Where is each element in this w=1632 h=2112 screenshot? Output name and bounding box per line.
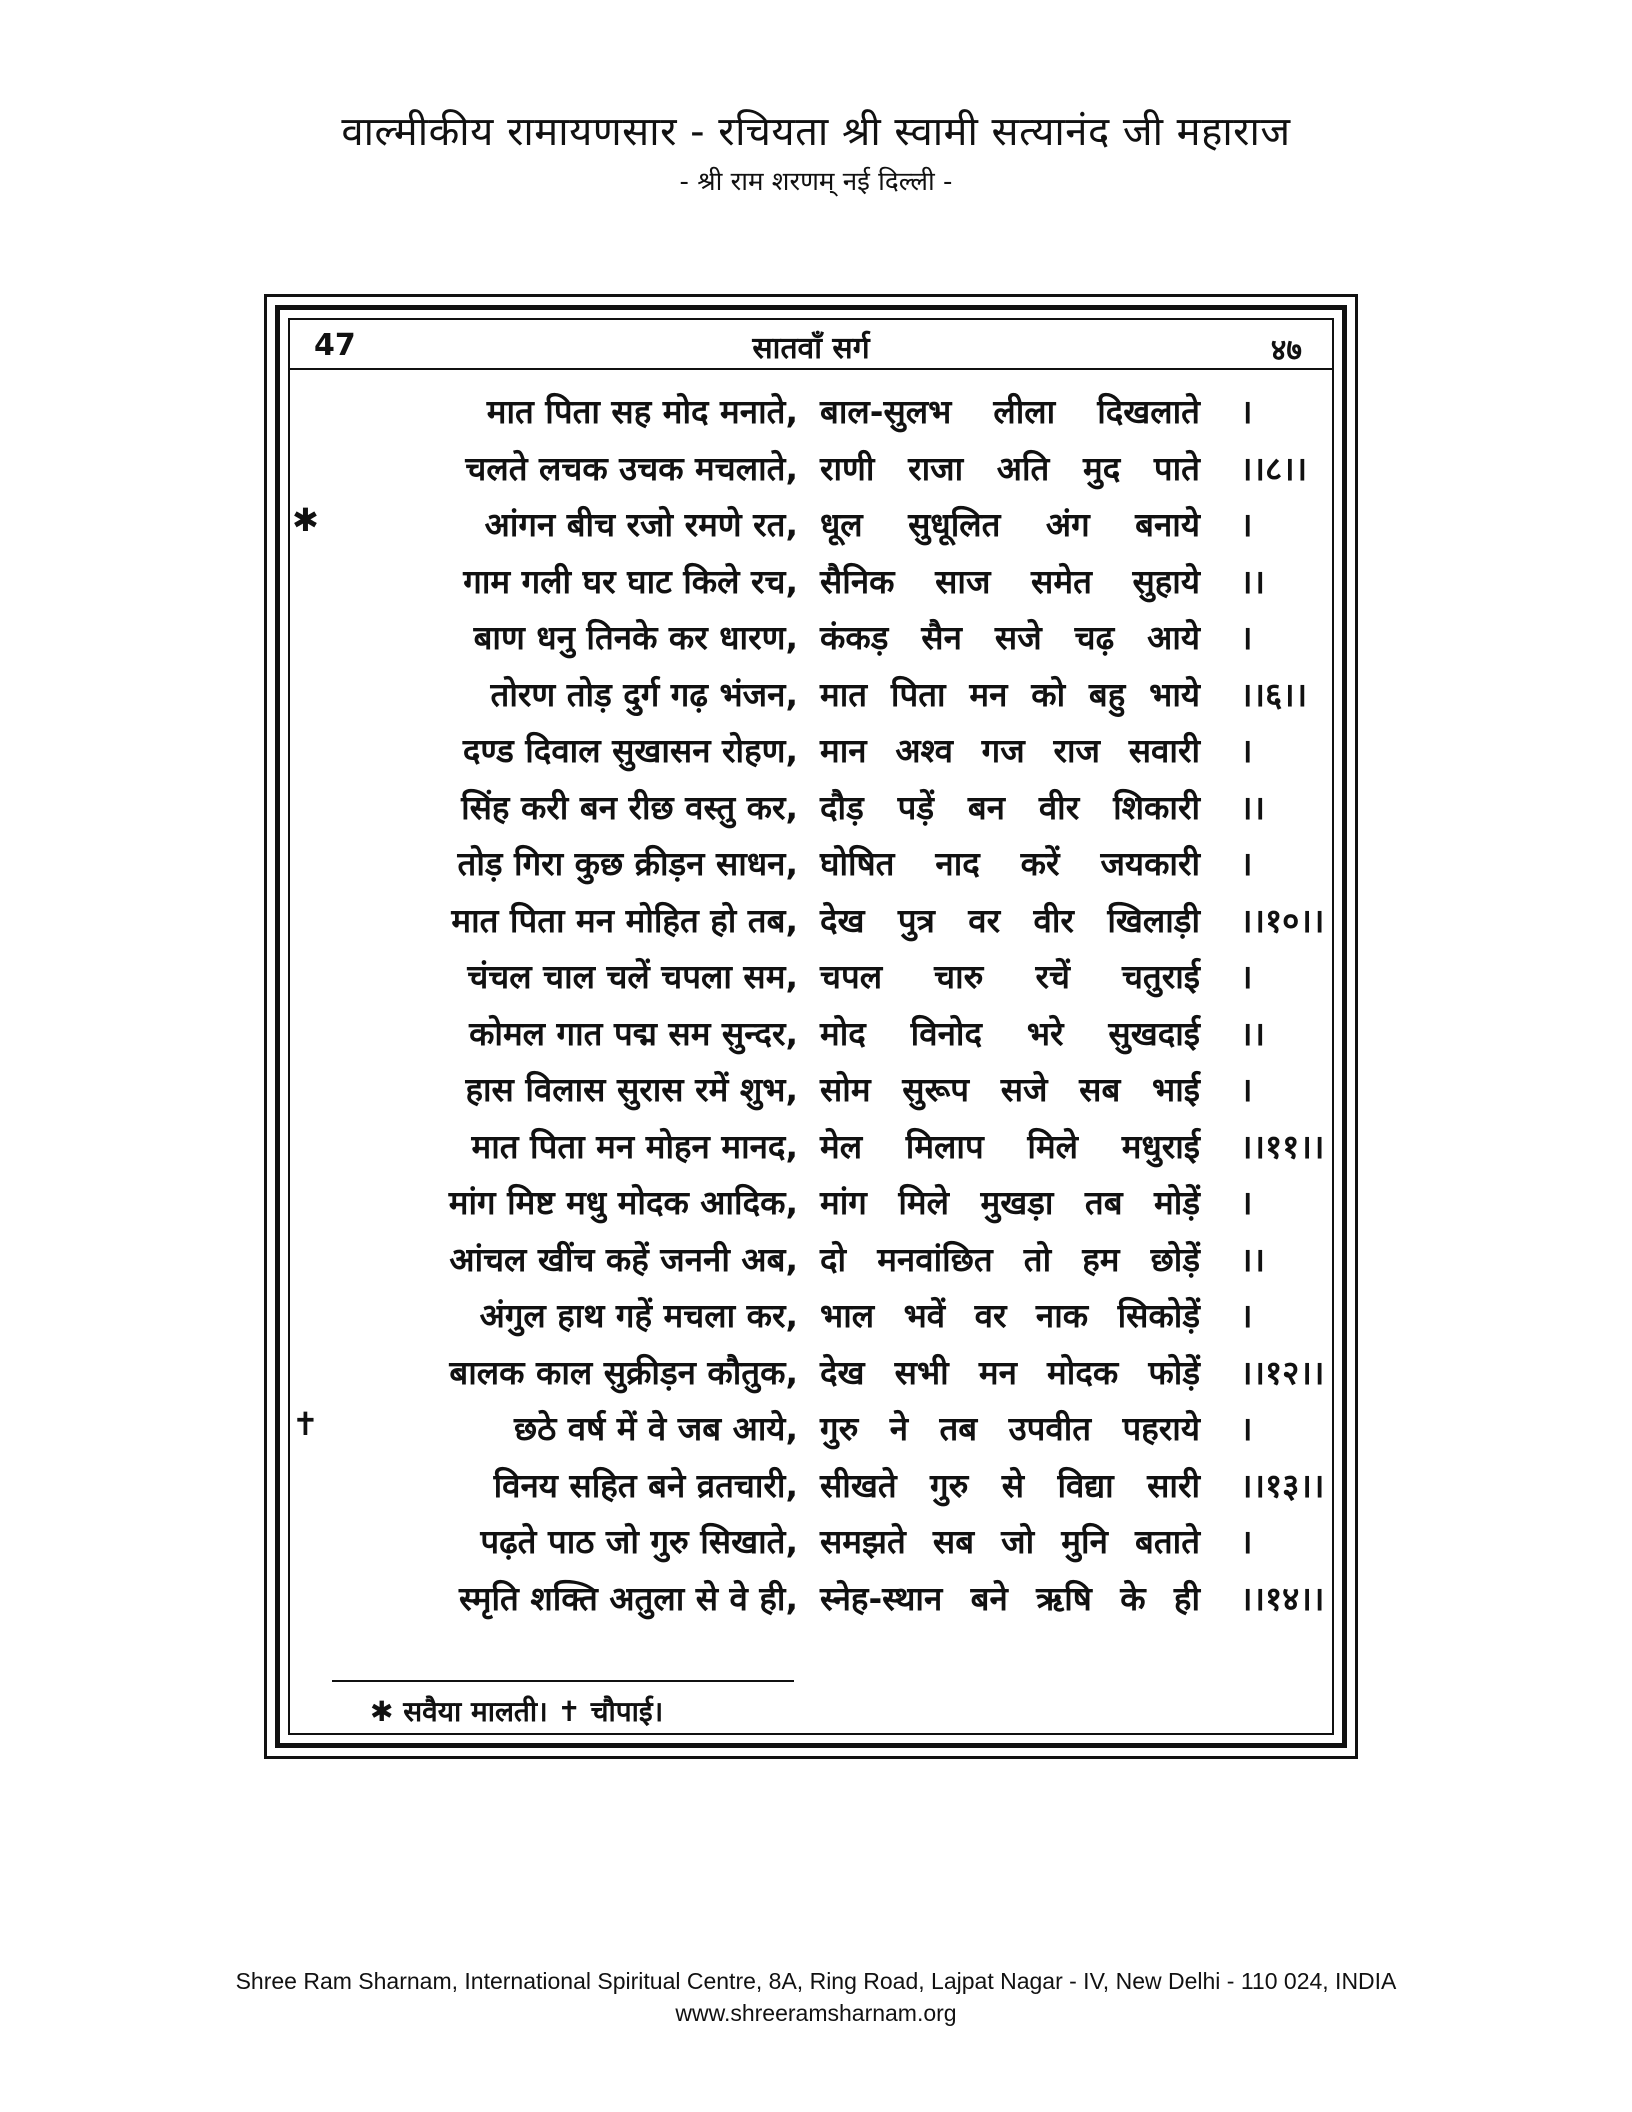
verse-number: ।।१२।। [1240,1352,1325,1392]
page-frame-border [275,305,1347,1748]
verse-number: ।। [1240,787,1266,827]
verse-second-half: मान अश्व गज राज सवारी [820,731,1200,770]
page-header [290,320,1332,370]
verse-number: ।।१३।। [1240,1465,1325,1505]
verse-first-half: मात पिता मन मोहन मानद, [471,1126,798,1166]
verse-second-half: देख सभी मन मोदक फोड़ें [820,1352,1200,1392]
verse-second-half: कंकड़ सैन सजे चढ़ आये [820,618,1200,657]
document-subtitle: - श्री राम शरणम् नई दिल्ली - [679,167,953,197]
verse-line [290,439,1340,495]
verse-first-half: चंचल चाल चलें चपला सम, [467,957,798,996]
verse-second-half: मात पिता मन को बहु भाये [820,674,1200,714]
verse-number: । [1240,1183,1253,1222]
verse-second-half: सोम सुरूप सजे सब भाई [820,1070,1200,1109]
verse-line [290,834,1340,890]
verse-second-half: सीखते गुरु से विद्या सारी [820,1465,1200,1505]
verse-line [290,495,1340,551]
verse-first-half: सिंह करी बन रीछ वस्तु कर, [461,787,798,827]
page-number-right: ४७ [1270,333,1302,368]
document-title: वाल्मीकीय रामायणसार - रचियता श्री स्वामी सत्यानंद जी महाराज [341,109,1291,155]
verse-line [290,1060,1340,1116]
verse-number: ।। [1240,1013,1266,1053]
verse-second-half: मोद विनोद भरे सुखदाई [820,1013,1200,1053]
page-frame [264,294,1358,1759]
verse-second-half: स्नेह-स्थान बने ऋषि के ही [820,1578,1200,1618]
verse-line [290,1569,1340,1625]
verse-first-half: दण्ड दिवाल सुखासन रोहण, [462,731,798,770]
verse-second-half: दौड़ पड़ें बन वीर शिकारी [820,787,1200,827]
verse-first-half: अंगुल हाथ गहें मचला कर, [479,1296,798,1335]
verse-number: । [1240,1070,1253,1109]
verse-line [290,1286,1340,1342]
verse-first-half: पढ़ते पाठ जो गुरु सिखाते, [480,1522,798,1561]
verse-number: ।।१०।। [1240,900,1325,940]
verse-line [290,721,1340,777]
verse-line [290,552,1340,608]
verse-number: ।।११।। [1240,1126,1325,1166]
verse-number: । [1240,1522,1253,1561]
verse-number: । [1240,392,1253,431]
verse-line [290,1399,1340,1455]
verse-number: ।।६।। [1240,674,1308,714]
footnote: ✱ सवैया मालती। ✝ चौपाई। [370,1695,664,1728]
verse-line [290,382,1340,438]
verse-second-half: बाल-सुलभ लीला दिखलाते [820,392,1200,431]
verse-first-half: छठे वर्ष में वे जब आये, [514,1409,798,1448]
verse-line [290,1004,1340,1060]
verse-first-half: बालक काल सुक्रीड़न कौतुक, [449,1352,798,1392]
verse-number: ।।८।। [1240,448,1308,488]
verse-first-half: आंगन बीच रजो रमणे रत, [484,505,798,544]
footer-address: Shree Ram Sharnam, International Spiritual Centre, 8A, Ring Road, Lajpat Nagar - IV, New Delhi - 110 024, INDIA [235,1968,1397,1994]
verse-second-half: गुरु ने तब उपवीत पहराये [820,1409,1200,1448]
verse-line [290,778,1340,834]
verse-second-half: देख पुत्र वर वीर खिलाड़ी [820,900,1200,940]
footer-website: www.shreeramsharnam.org [675,2000,957,2026]
verse-second-half: सैनिक साज समेत सुहाये [820,561,1200,601]
verse-line [290,891,1340,947]
verse-first-half: हास विलास सुरास रमें शुभ, [465,1070,798,1109]
verse-line [290,608,1340,664]
verse-number: । [1240,844,1253,883]
page-content [288,318,1334,1735]
verse-first-half: मांग मिष्ट मधु मोदक आदिक, [448,1183,798,1222]
verse-number: । [1240,731,1253,770]
verse-line [290,1512,1340,1568]
verse-first-half: स्मृति शक्ति अतुला से वे ही, [458,1578,798,1618]
verse-first-half: तोड़ गिरा कुछ क्रीड़न साधन, [457,844,798,883]
verse-first-half: विनय सहित बने व्रतचारी, [493,1465,798,1505]
verse-second-half: मांग मिले मुखड़ा तब मोड़ें [820,1183,1200,1222]
verse-number: । [1240,1296,1253,1335]
verse-second-half: समझते सब जो मुनि बताते [820,1522,1200,1561]
footnote-rule [332,1680,794,1682]
verse-number: । [1240,1409,1253,1448]
verse-first-half: गाम गली घर घाट किले रच, [463,561,798,601]
verse-first-half: मात पिता सह मोद मनाते, [486,392,798,431]
verse-first-half: चलते लचक उचक मचलाते, [465,448,798,488]
verse-number: ।। [1240,1239,1266,1279]
verse-line [290,1456,1340,1512]
verse-line [290,1117,1340,1173]
verse-second-half: मेल मिलाप मिले मधुराई [820,1126,1200,1166]
verse-marker-icon: ✝ [292,1405,319,1443]
verse-number: ।।१४।। [1240,1578,1325,1618]
verse-second-half: दो मनवांछित तो हम छोड़ें [820,1239,1200,1279]
page-number-left: 47 [314,328,356,363]
verse-line [290,1173,1340,1229]
verse-second-half: चपल चारु रचें चतुराई [820,957,1200,996]
verse-second-half: भाल भवें वर नाक सिकोड़ें [820,1296,1200,1335]
verse-first-half: मात पिता मन मोहित हो तब, [451,900,798,940]
verse-marker-icon: ✱ [292,501,319,539]
verse-number: । [1240,618,1253,657]
verse-first-half: आंचल खींच कहें जननी अब, [449,1239,798,1279]
verse-line [290,947,1340,1003]
chapter-title: सातवाँ सर्ग [752,331,870,366]
verse-first-half: बाण धनु तिनके कर धारण, [473,618,798,657]
verse-number: । [1240,505,1253,544]
verse-second-half: घोषित नाद करें जयकारी [820,844,1200,883]
verse-line [290,665,1340,721]
verse-number: ।। [1240,561,1266,601]
verse-line [290,1343,1340,1399]
verse-line [290,1230,1340,1286]
verse-second-half: राणी राजा अति मुद पाते [820,448,1200,488]
verse-first-half: कोमल गात पद्म सम सुन्दर, [469,1013,798,1053]
verse-number: । [1240,957,1253,996]
verse-first-half: तोरण तोड़ दुर्ग गढ़ भंजन, [490,674,798,714]
verse-second-half: धूल सुधूलित अंग बनाये [820,505,1200,544]
